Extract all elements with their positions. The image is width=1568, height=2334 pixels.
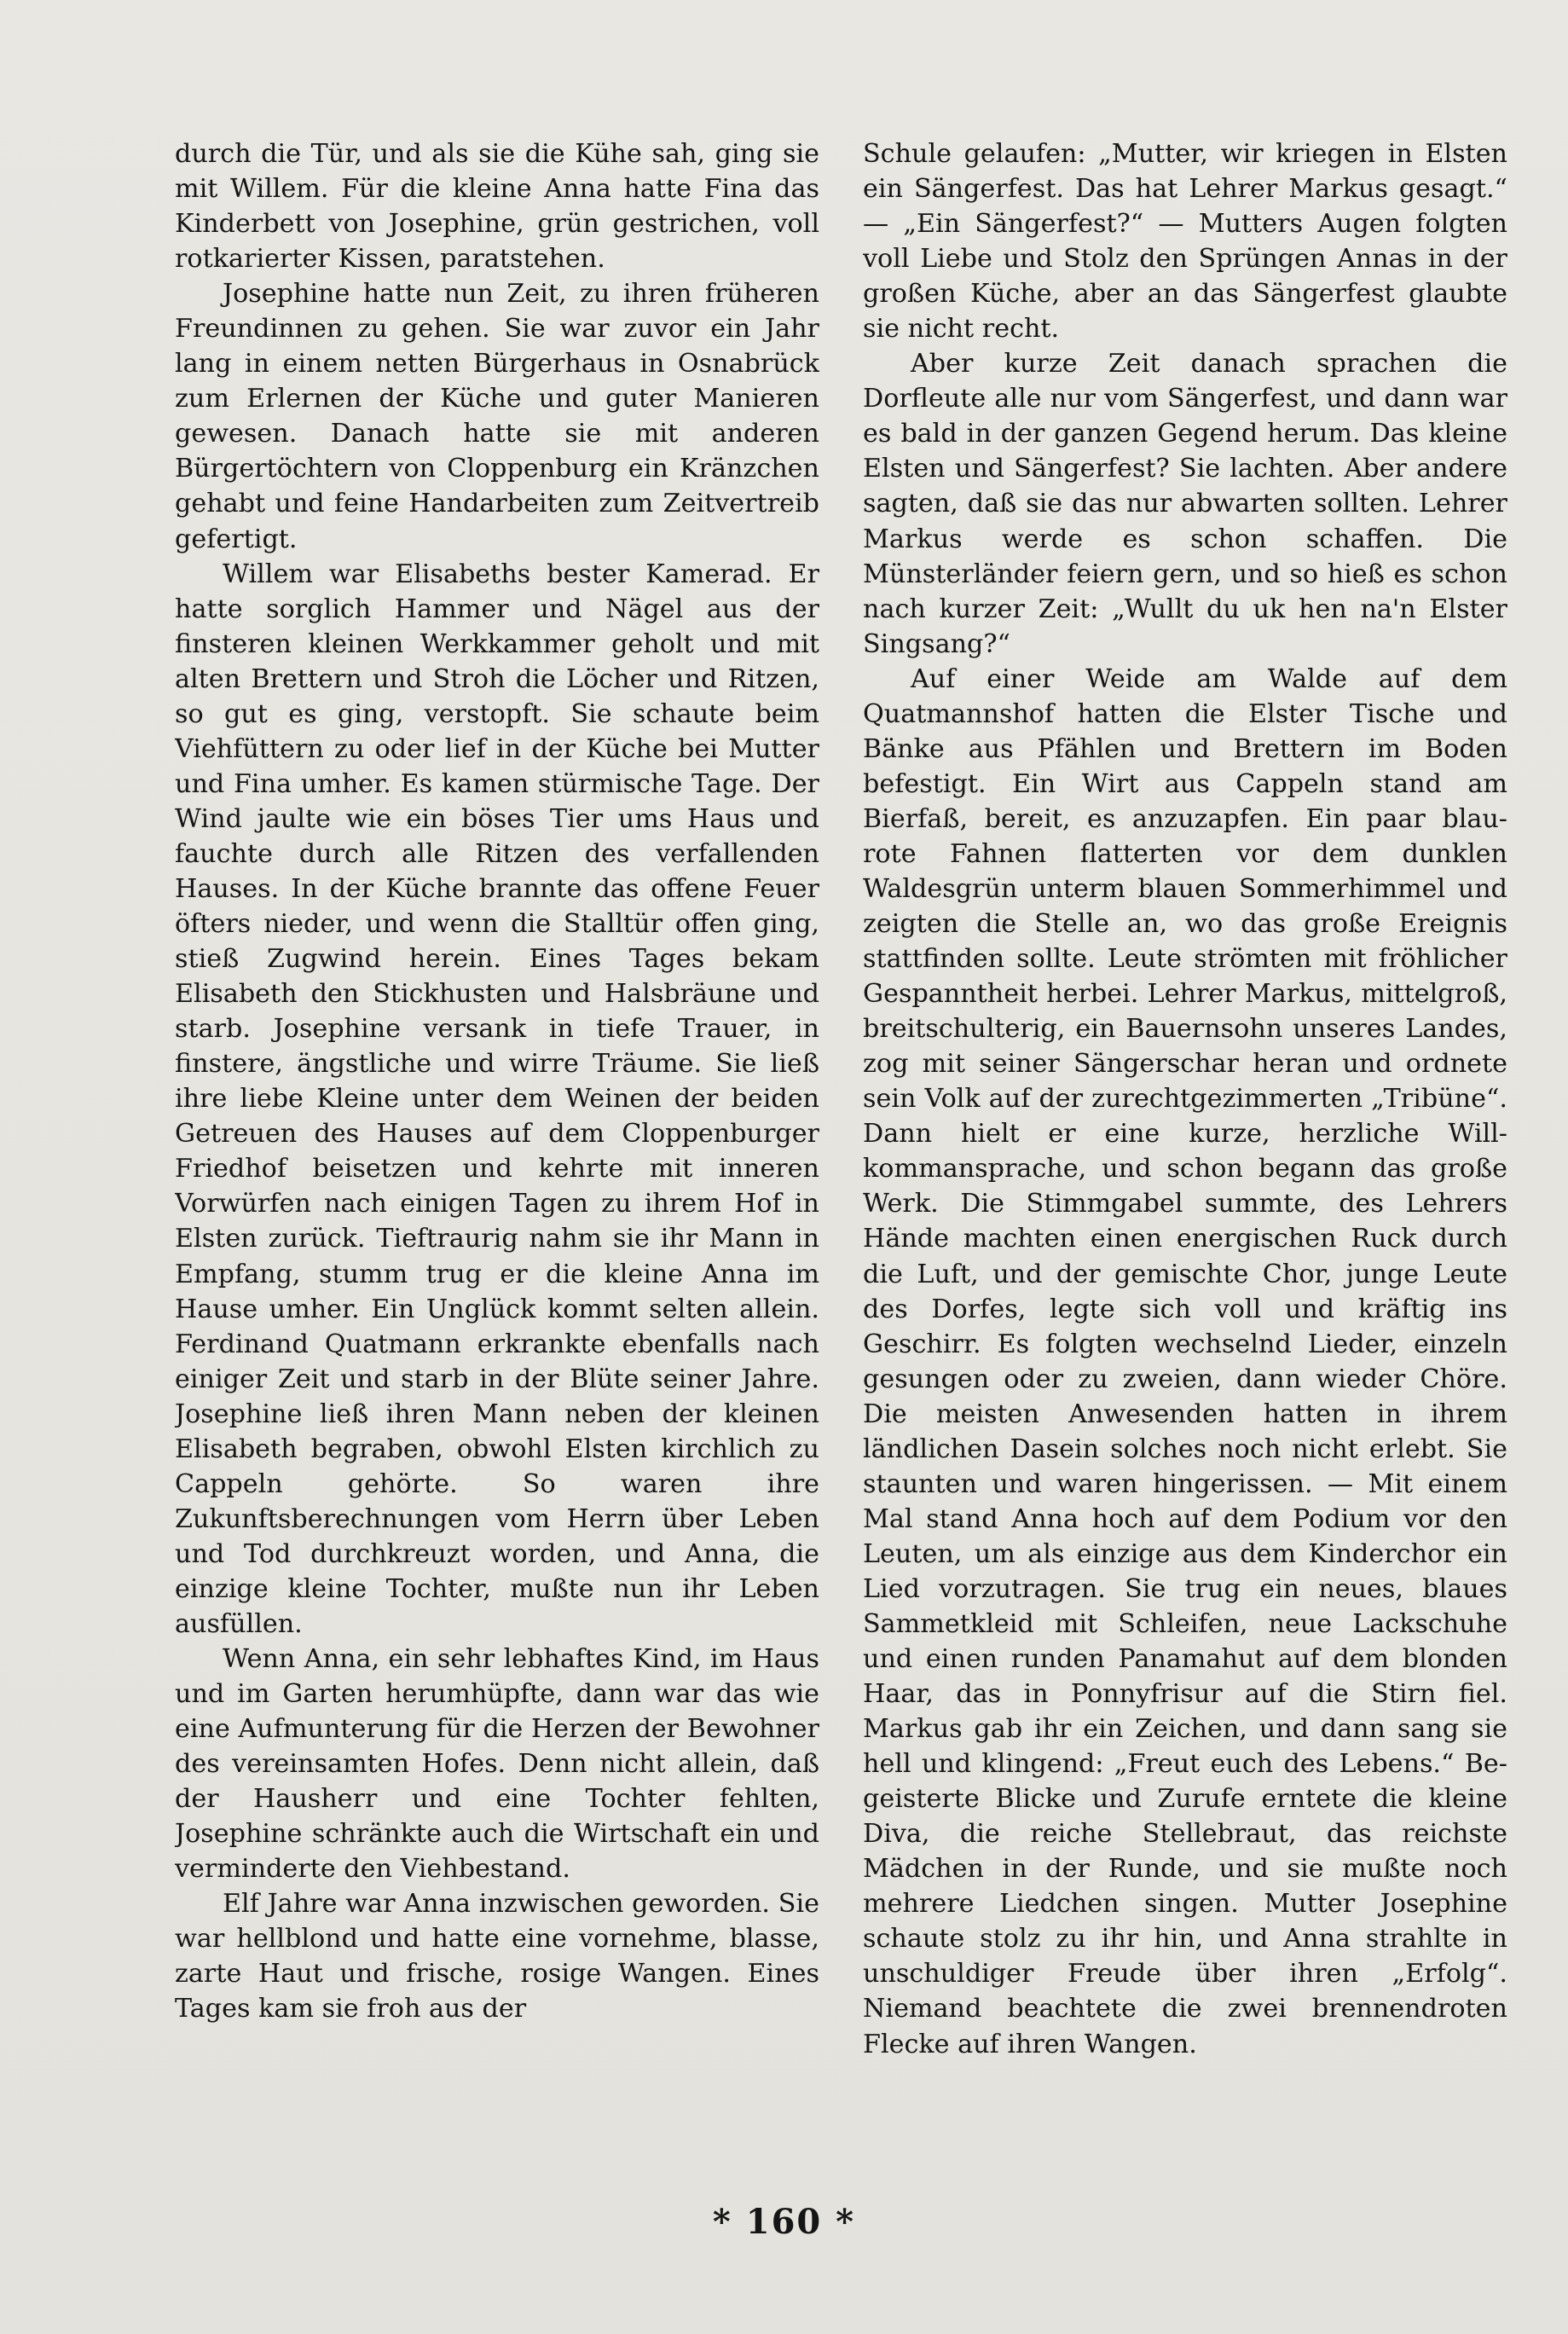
paragraph: durch die Tür, und als sie die Kühe sah, ging sie mit Willem. Für die kleine Anna hatte Fina das Kinderbett von Josephine, grün gestrichen, voll rotkarierter Kissen, paratstehen. [175,139,819,275]
paragraph: Josephine hatte nun Zeit, zu ihren früheren Freundinnen zu gehen. Sie war zuvor ein Jahr lang in einem netten Bürgerhaus in Osnabrück zum Erlernen der Küche und guter Manieren gewesen. Danach hatte sie mit anderen Bürgertöchtern von Cloppenburg ein Kränzchen gehabt und feine Handarbeiten zum Zeitvertreib gefertigt. [175,279,819,554]
paragraph: Schule gelaufen: „Mutter, wir kriegen in Elsten ein Sängerfest. Das hat Lehrer Markus gesagt.“ — „Ein Sängerfest?“ — Mutters Augen folgten voll Liebe und Stolz den Sprüngen Annas in der großen Küche, aber an das Sängerfest glaubte sie nicht recht. [863,139,1507,345]
right-text-column [863,136,1507,2166]
paragraph: Auf einer Weide am Walde auf dem Quatmannshof hatten die Elster Tische und Bänke aus Pfählen und Brettern im Boden befestigt. Ein Wirt aus Cappeln stand am Bierfaß, bereit, es anzuzapfen. Ein paar blau-rote Fahnen flatterten vor dem dunklen Waldesgrün unterm blauen Sommerhimmel und zeigten die Stelle an, wo das große Ereignis stattfinden sollte. Leute strömten mit fröhlicher Gespanntheit herbei. Lehrer Markus, mittelgroß, breitschulterig, ein Bauernsohn unseres Landes, zog mit seiner Sängerschar heran und ordnete sein Volk auf der zurechtgezimmerten „Tribüne“. Dann hielt er eine kurze, herzliche Willkommansprache, und schon begann das große Werk. Die Stimmgabel summte, des Lehrers Hände machten einen energischen Ruck durch die Luft, und der gemischte Chor, junge Leute des Dorfes, legte sich voll und kräftig ins Geschirr. Es folgten wechselnd Lieder, einzeln gesungen oder zu zweien, dann wieder Chöre. Die meisten Anwesenden hatten in ihrem ländlichen Dasein solches noch nicht erlebt. Sie staunten und waren hingerissen. — Mit einem Mal stand Anna hoch auf dem Podium vor den Leuten, um als einzige aus dem Kinderchor ein Lied vorzutragen. Sie trug ein neues, blaues Sammetkleid mit Schleifen, neue Lackschuhe und einen runden Panamahut auf dem blonden Haar, das in Ponnyfrisur auf die Stirn fiel. Markus gab ihr ein Zeichen, und dann sang sie hell und klingend: „Freut euch des Lebens.“ Begeisterte Blicke und Zurufe erntete die kleine Diva, die reiche Stellebraut, das reichste Mädchen in der Runde, und sie mußte noch mehrere Liedchen singen. Mutter Josephine schaute stolz zu ihr hin, und Anna strahlte in unschuldiger Freude über ihren „Erfolg“. Niemand beachtete die zwei brennendroten Flecke auf ihren Wangen. [863,663,1507,2059]
paragraph: Wenn Anna, ein sehr lebhaftes Kind, im Haus und im Garten herumhüpfte, dann war das wie eine Aufmunterung für die Herzen der Bewohner des vereinsamten Hofes. Denn nicht allein, daß der Hausherr und eine Tochter fehlten, Josephine schränkte auch die Wirtschaft ein und verminderte den Viehbestand. [175,1644,819,1885]
left-text-column [175,136,819,2166]
paragraph: Willem war Elisabeths bester Kamerad. Er hatte sorglich Hammer und Nägel aus der finsteren kleinen Werkkammer geholt und mit alten Brettern und Stroh die Löcher und Ritzen, so gut es ging, verstopft. Sie schaute beim Viehfüttern zu oder lief in der Küche bei Mutter und Fina umher. Es kamen stürmische Tage. Der Wind jaulte wie ein böses Tier ums Haus und fauchte durch alle Ritzen des verfallenden Hauses. In der Küche brannte das offene Feuer öfters nieder, und wenn die Stalltür offen ging, stieß Zugwind herein. Eines Tages bekam Elisabeth den Stickhusten und Halsbräune und starb. Josephine versank in tiefe Trauer, in finstere, ängstliche und wirre Träume. Sie ließ ihre liebe Kleine unter dem Weinen der beiden Getreuen des Hauses auf dem Cloppenburger Friedhof beisetzen und kehrte mit inneren Vorwürfen nach einigen Tagen zu ihrem Hof in Elsten zurück. Tieftraurig nahm sie ihr Mann in Empfang, stumm trug er die kleine Anna im Hause umher. Ein Unglück kommt selten allein. Ferdinand Quatmann erkrankte ebenfalls nach einiger Zeit und starb in der Blüte seiner Jahre. Josephine ließ ihren Mann neben der kleinen Elisabeth begraben, obwohl Elsten kirchlich zu Cappeln gehörte. So waren ihre Zukunftsberechnungen vom Herrn über Leben und Tod durchkreuzt worden, und Anna, die einzige kleine Tochter, mußte nun ihr Leben ausfüllen. [175,559,819,1639]
paragraph: Aber kurze Zeit danach sprachen die Dorfleute alle nur vom Sängerfest, und dann war es bald in der ganzen Gegend herum. Das kleine Elsten und Sängerfest? Sie lachten. Aber andere sagten, daß sie das nur abwarten sollten. Lehrer Markus werde es schon schaffen. Die Münsterländer feiern gern, und so hieß es schon nach kurzer Zeit: „Wullt du uk hen na'n Elster Singsang?“ [863,349,1507,659]
paragraph: Elf Jahre war Anna inzwischen geworden. Sie war hellblond und hatte eine vornehme, blasse, zarte Haut und frische, rosige Wangen. Eines Tages kam sie froh aus der [175,1889,819,2024]
page-number: * 160 * [712,2202,856,2242]
